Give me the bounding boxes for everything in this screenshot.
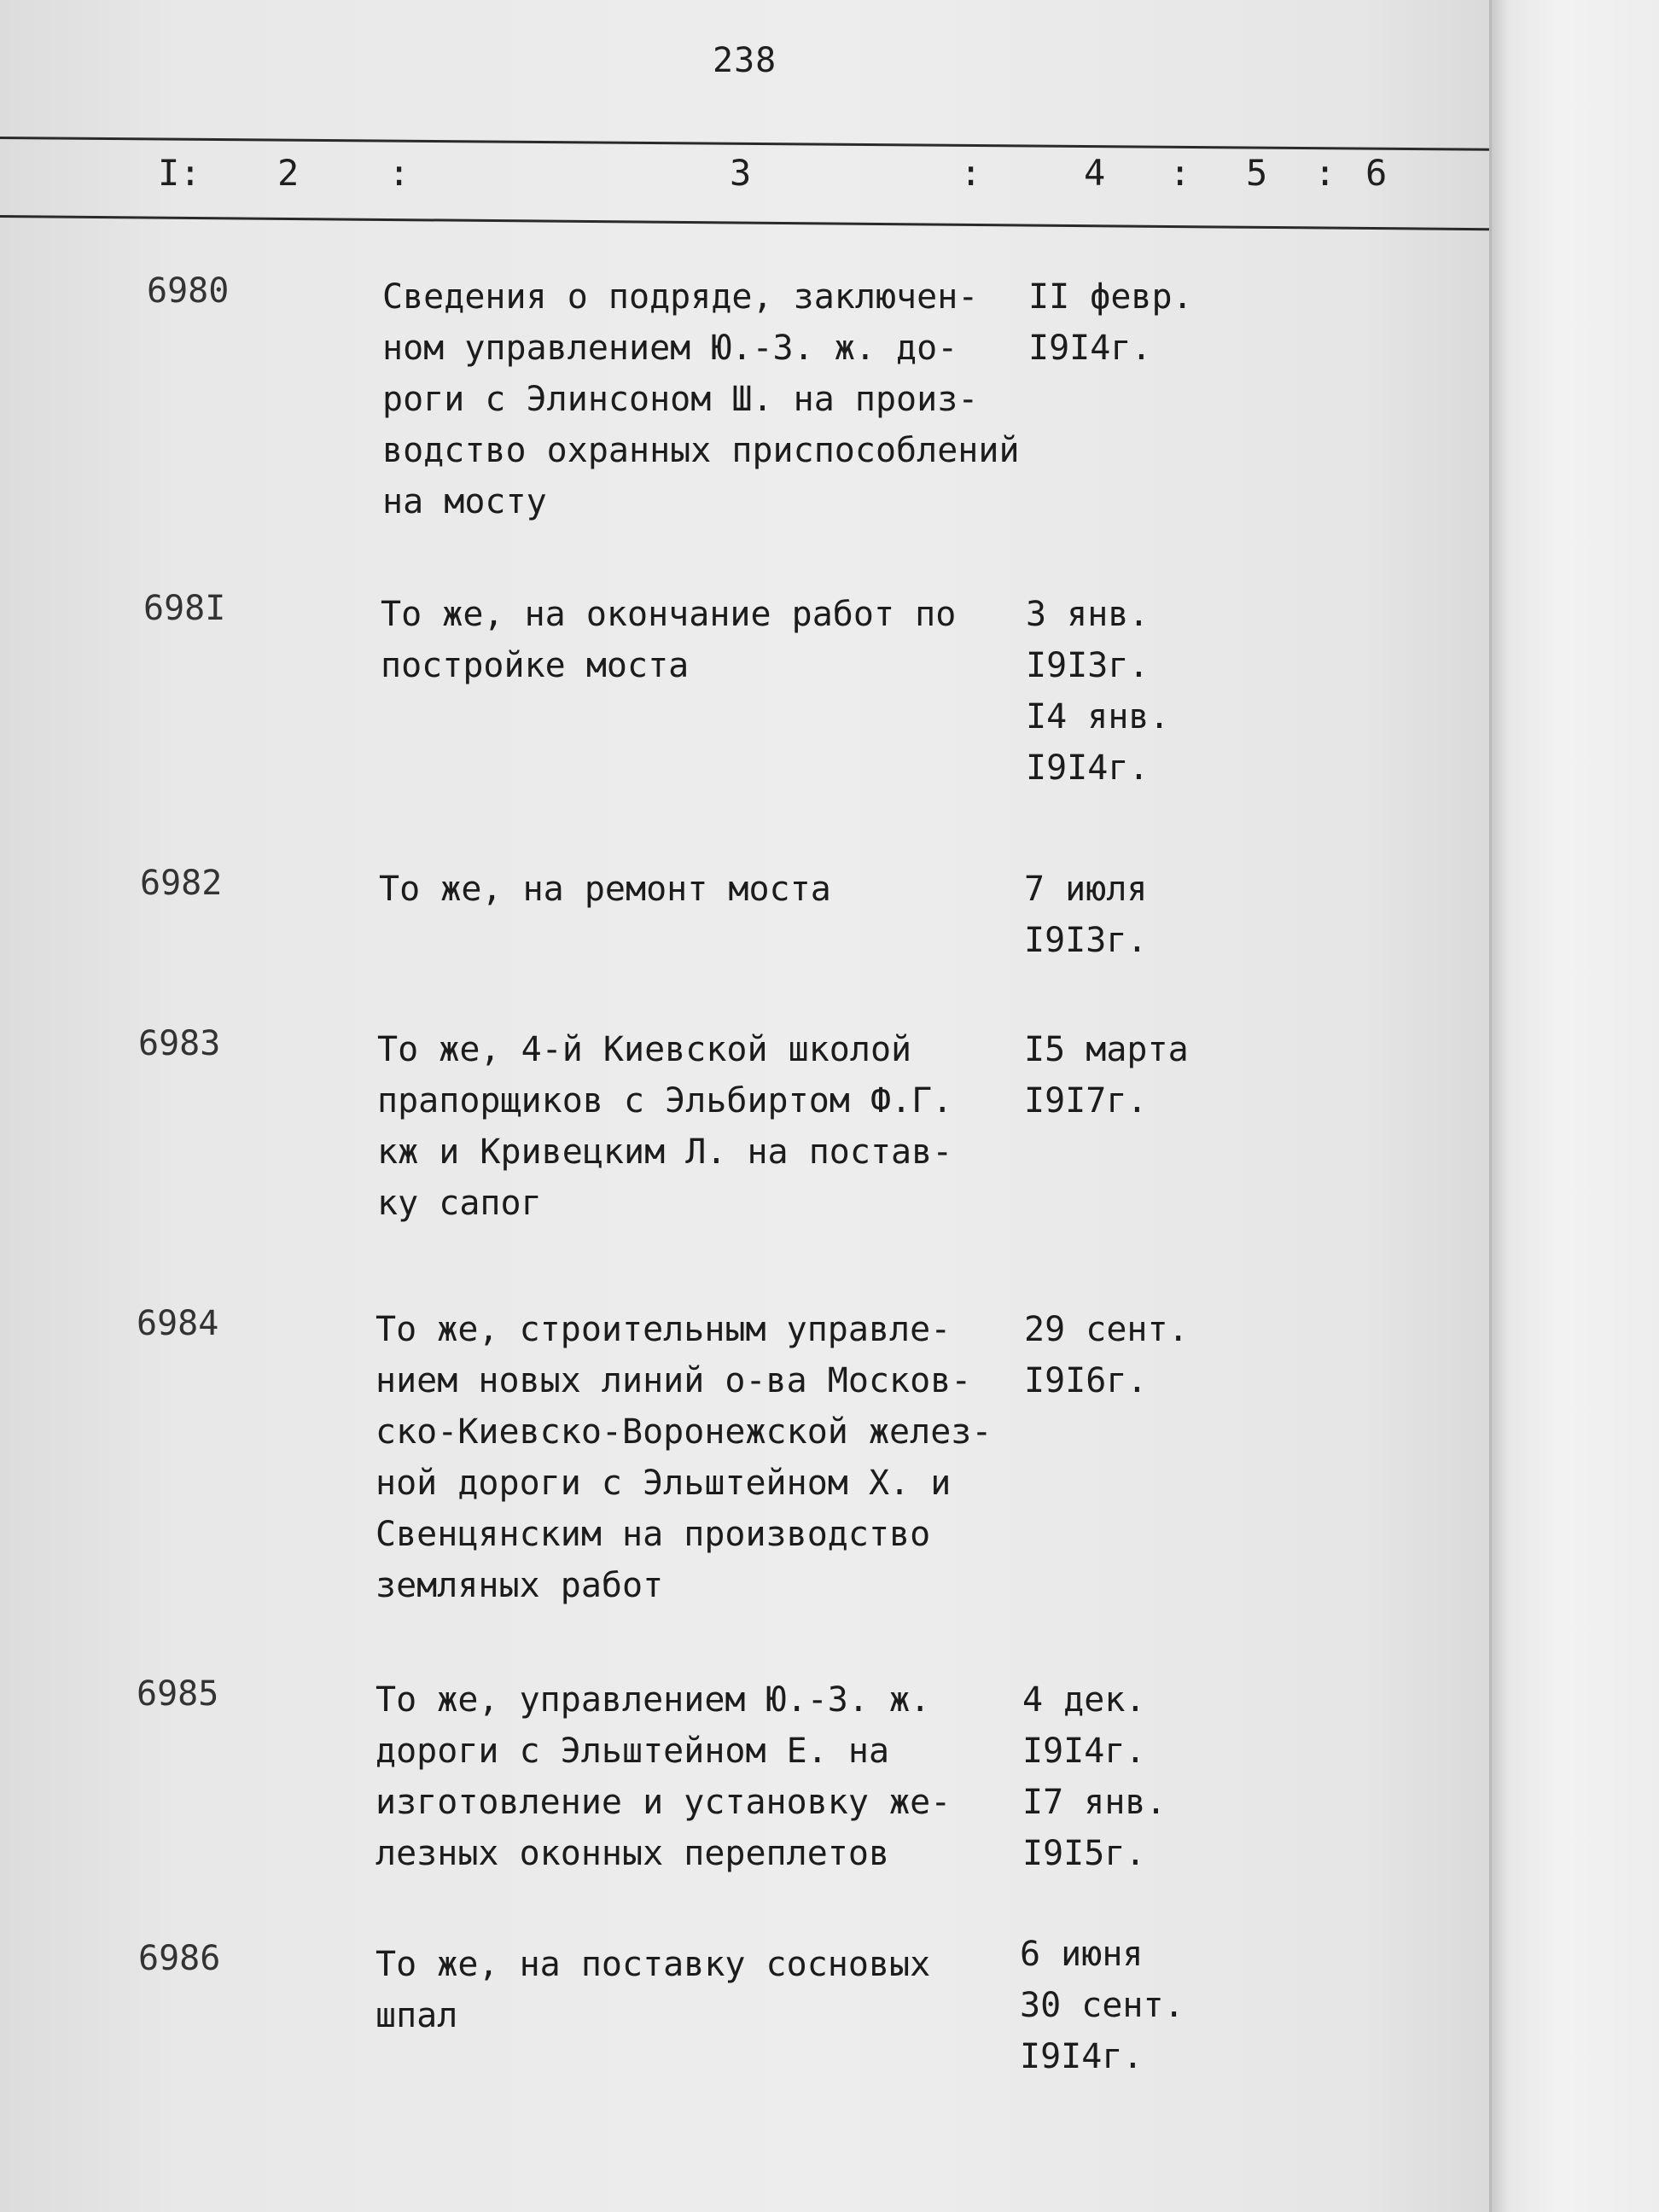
date-line: I9I4г. (1026, 748, 1150, 788)
description-line: Сведения о подряде, заключен- (382, 277, 979, 317)
date-line: 30 сент. (1020, 1986, 1185, 2025)
column-3-header: 3 (730, 152, 752, 194)
column-separator: : (960, 152, 982, 194)
date-line: 7 июля (1024, 870, 1148, 909)
description-line: земляных работ (375, 1566, 664, 1605)
entry-number: 6983 (138, 1024, 221, 1063)
description-line: То же, на окончание работ по (381, 595, 957, 634)
entry-number: 698I (143, 589, 226, 628)
description-line: То же, 4-й Киевской школой (377, 1030, 912, 1069)
date-line: 6 июня (1020, 1935, 1144, 1974)
entry-dates (1026, 589, 1231, 794)
description-line: шпал (375, 1996, 458, 2035)
description-line: То же, строительным управле- (375, 1310, 952, 1349)
entry-number: 6982 (140, 864, 223, 903)
entry-description (379, 864, 1045, 915)
column-2-header: 2 (277, 152, 300, 194)
date-line: I9I3г. (1024, 921, 1148, 960)
description-line: То же, управлением Ю.-З. ж. (375, 1680, 931, 1720)
date-line: I9I6г. (1024, 1361, 1148, 1400)
date-line: I9I4г. (1022, 1732, 1146, 1771)
date-line: I4 янв. (1026, 697, 1170, 736)
entry-number: 6984 (137, 1304, 219, 1343)
description-line: То же, на поставку сосновых (375, 1945, 931, 1984)
entry-number: 6980 (147, 271, 230, 311)
entry-description (377, 1024, 1043, 1229)
description-line: ку сапог (377, 1184, 542, 1223)
entry-number: 6985 (137, 1674, 219, 1714)
column-separator: : (1314, 152, 1336, 194)
description-line: прапорщиков с Эльбиртом Ф.Г. (377, 1081, 953, 1121)
column-6-header: 6 (1365, 152, 1388, 194)
column-separator: : (388, 152, 410, 194)
entry-dates (1024, 1024, 1229, 1126)
entry-dates (1020, 1929, 1225, 2082)
description-line: водство охранных приспособлений (382, 431, 1020, 470)
column-separator: : (1169, 152, 1191, 194)
description-line: То же, на ремонт моста (379, 870, 831, 909)
date-line: I9I5г. (1022, 1834, 1146, 1873)
entry-dates (1024, 1304, 1229, 1406)
column-1-header: I: (158, 152, 201, 194)
date-line: I9I4г. (1028, 329, 1152, 368)
date-line: 3 янв. (1026, 595, 1150, 634)
entry-dates (1028, 271, 1233, 374)
date-line: 4 дек. (1022, 1680, 1146, 1720)
description-line: изготовление и установку же- (375, 1783, 952, 1822)
description-line: ном управлением Ю.-З. ж. до- (382, 329, 958, 368)
page-number: 238 (713, 41, 777, 80)
entry-description (375, 1939, 1041, 2041)
description-line: на мосту (382, 482, 547, 521)
entry-number: 6986 (138, 1939, 221, 1978)
description-line: лезных оконных переплетов (375, 1834, 890, 1873)
date-line: II февр. (1028, 277, 1193, 317)
entry-dates (1024, 864, 1229, 966)
description-line: роги с Элинсоном Ш. на произ- (382, 380, 979, 419)
date-line: I9I3г. (1026, 646, 1150, 685)
entry-description (382, 271, 1048, 527)
date-line: I5 марта (1024, 1030, 1189, 1069)
entry-dates (1022, 1674, 1227, 1879)
description-line: кж и Кривецким Л. на постав- (377, 1132, 953, 1172)
entry-description (375, 1304, 1041, 1611)
date-line: I7 янв. (1022, 1783, 1167, 1822)
page-edge (1489, 0, 1659, 2212)
description-line: нием новых линий о-ва Москов- (375, 1361, 972, 1400)
description-line: Свенцянским на производство (375, 1515, 931, 1554)
column-4-header: 4 (1084, 152, 1106, 194)
description-line: постройке моста (381, 646, 690, 685)
column-5-header: 5 (1246, 152, 1268, 194)
date-line: 29 сент. (1024, 1310, 1189, 1349)
date-line: I9I7г. (1024, 1081, 1148, 1121)
description-line: дороги с Эльштейном Е. на (375, 1732, 890, 1771)
description-line: ной дороги с Эльштейном Х. и (375, 1464, 952, 1503)
entry-description (381, 589, 1046, 691)
description-line: ско-Киевско-Воронежской желез- (375, 1412, 992, 1452)
entry-description (375, 1674, 1041, 1879)
date-line: I9I4г. (1020, 2037, 1144, 2076)
